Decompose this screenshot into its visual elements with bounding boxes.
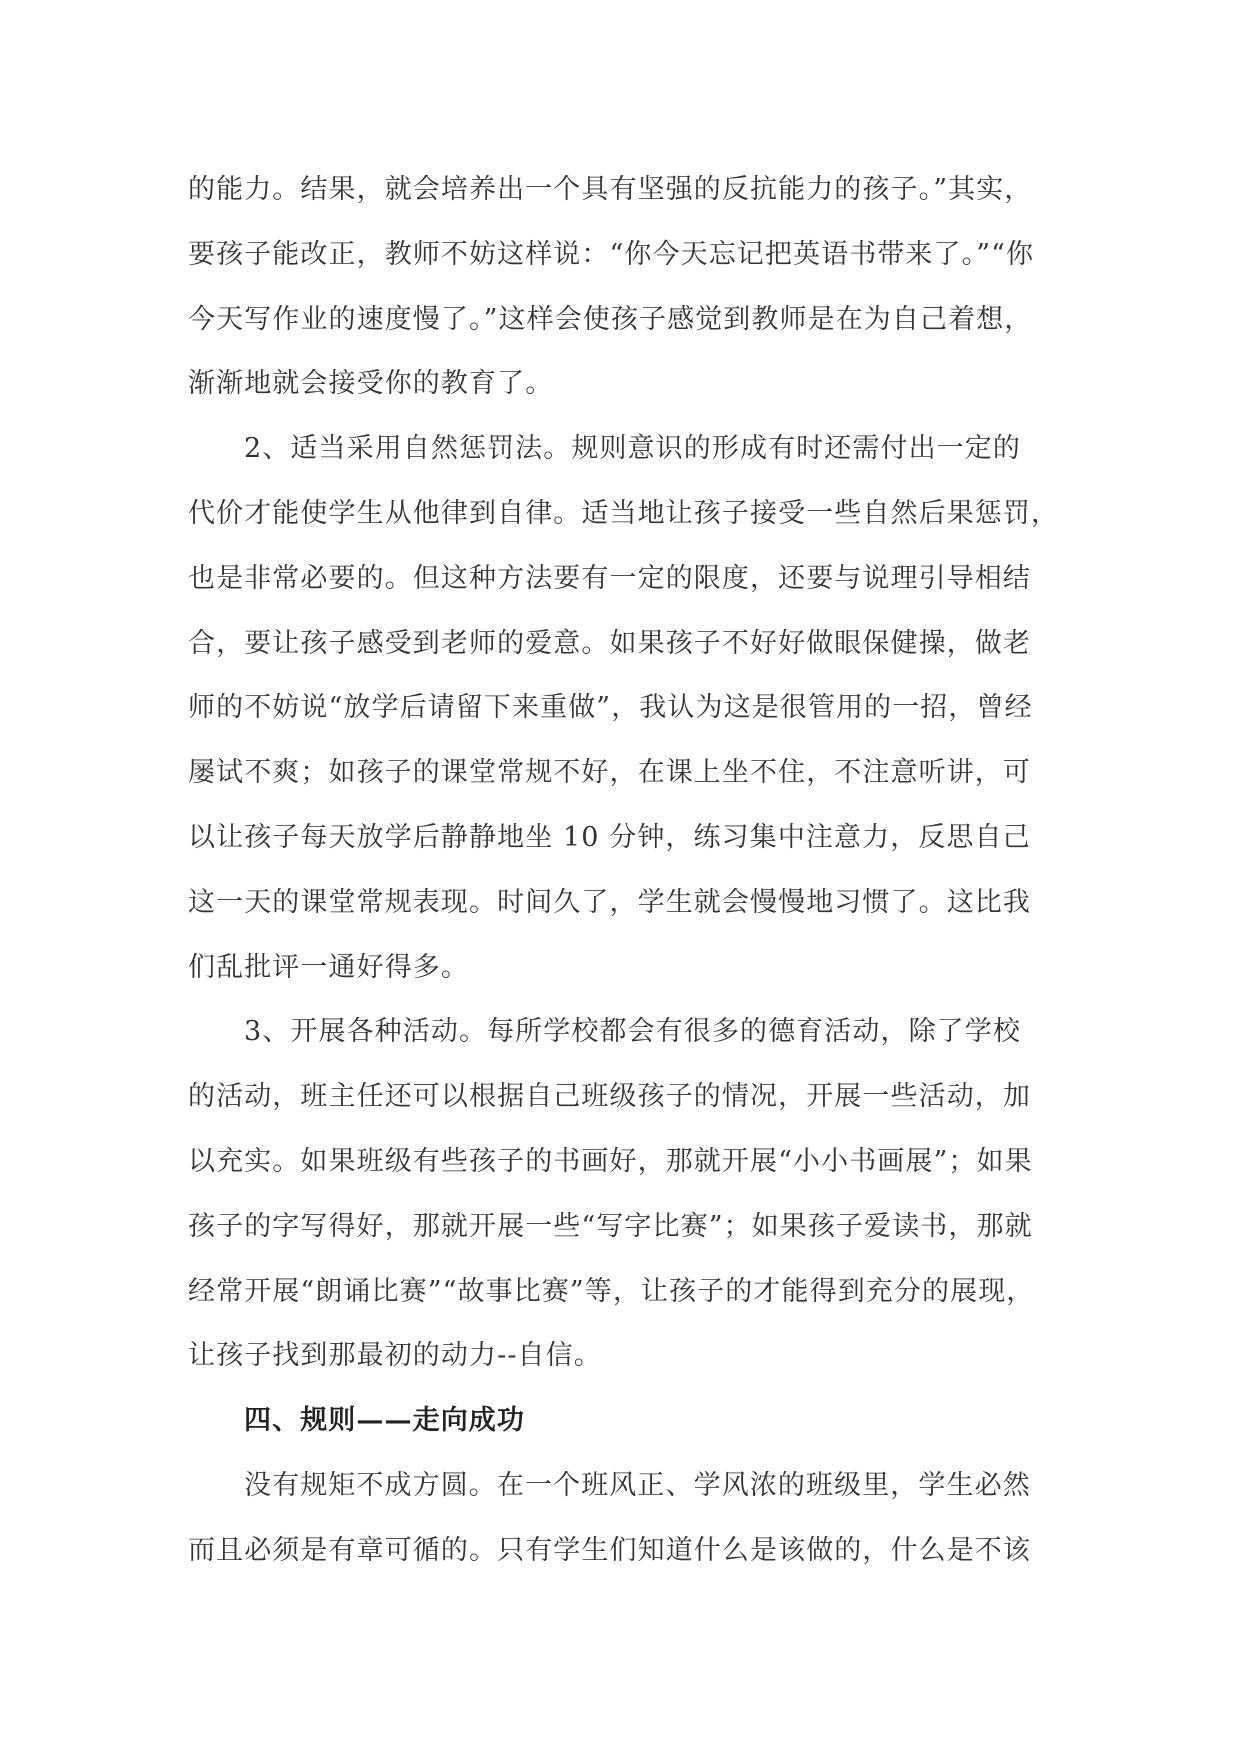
paragraph-3 — [188, 1000, 1058, 1389]
text-line: 的能力。结果，就会培养出一个具有坚强的反抗能力的孩子。”其实， — [188, 174, 1033, 205]
paragraph-5 — [188, 1454, 1058, 1584]
text-line: 这一天的课堂常规表现。时间久了，学生就会慢慢地习惯了。这比我 — [188, 886, 1031, 918]
text-line: 要孩子能改正，教师不妨这样说：“你今天忘记把英语书带来了。”“你 — [188, 238, 1035, 270]
paragraph-1 — [188, 158, 1058, 417]
text-line: 师的不妨说“放学后请留下来重做”，我认为这是很管用的一招，曾经 — [188, 692, 1033, 724]
text-line: 没有规矩不成方圆。在一个班风正、学风浓的班级里，学生必然 — [244, 1469, 1031, 1501]
text-line: 渐渐地就会接受你的教育了。 — [188, 368, 554, 400]
text-line: 而且必须是有章可循的。只有学生们知道什么是该做的，什么是不该 — [188, 1534, 1031, 1566]
text-line: 以让孩子每天放学后静静地坐 10 分钟，练习集中注意力，反思自己 — [188, 821, 1031, 853]
text-line: 的活动，班主任还可以根据自己班级孩子的情况，开展一些活动，加 — [188, 1081, 1031, 1113]
section-heading-4 — [188, 1389, 1058, 1454]
text-line: 让孩子找到那最初的动力--自信。 — [188, 1340, 602, 1372]
text-line: 以充实。如果班级有些孩子的书画好，那就开展“小小书画展”；如果 — [188, 1145, 1033, 1177]
text-line: 孩子的字写得好，那就开展一些“写字比赛”；如果孩子爱读书，那就 — [188, 1210, 1033, 1242]
section-heading: 四、规则——走向成功 — [244, 1405, 525, 1437]
text-line: 今天写作业的速度慢了。”这样会使孩子感觉到教师是在为自己着想， — [188, 303, 1033, 335]
text-line: 2、适当采用自然惩罚法。规则意识的形成有时还需付出一定的 — [244, 433, 1021, 465]
text-line: 3、开展各种活动。每所学校都会有很多的德育活动，除了学校 — [244, 1016, 1021, 1048]
text-line: 们乱批评一通好得多。 — [188, 951, 469, 983]
text-line: 经常开展“朗诵比赛”“故事比赛”等，让孩子的才能得到充分的展现， — [188, 1275, 1035, 1307]
text-line: 合，要让孩子感受到老师的爱意。如果孩子不好好做眼保健操，做老 — [188, 627, 1031, 659]
paragraph-2 — [188, 417, 1058, 1000]
text-line: 屡试不爽；如孩子的课堂常规不好，在课上坐不住，不注意听讲，可 — [188, 757, 1031, 789]
document-body — [188, 158, 1058, 1584]
text-line: 代价才能使学生从他律到自律。适当地让孩子接受一些自然后果惩罚， — [188, 497, 1060, 529]
text-line: 也是非常必要的。但这种方法要有一定的限度，还要与说理引导相结 — [188, 562, 1031, 594]
